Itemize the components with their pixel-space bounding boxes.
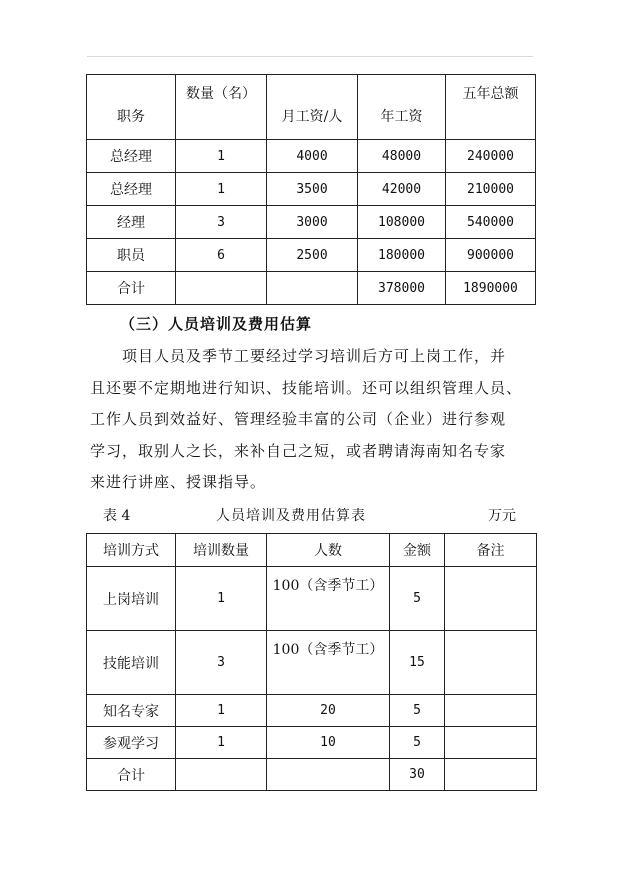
table-cell: 知名专家 [87, 695, 176, 727]
paragraph-line: 项目人员及季节工要经过学习培训后方可上岗工作，并 [122, 347, 507, 365]
header-cell: 金额 [390, 534, 445, 567]
table-cell: 6 [176, 239, 267, 272]
header-cell: 培训方式 [87, 534, 176, 567]
header-cell: 人数 [267, 534, 390, 567]
table-cell [445, 727, 537, 759]
table-cell [445, 631, 537, 695]
table-caption-title: 人员培训及费用估算表 [216, 508, 366, 524]
paragraph-line: 来进行讲座、授课指导。 [90, 473, 267, 491]
table-row [87, 239, 536, 272]
section-title: （三）人员培训及费用估算 [120, 315, 313, 333]
table-cell: 4000 [267, 140, 358, 173]
header-cell: 数量（名） [176, 75, 267, 140]
table-cell: 3 [176, 631, 267, 695]
table-header-row [87, 75, 536, 140]
table-cell: 参观学习 [87, 727, 176, 759]
table-cell: 1 [176, 173, 267, 206]
table-cell: 5 [390, 727, 445, 759]
table-cell: 合计 [87, 759, 176, 791]
table-cell: 1 [176, 140, 267, 173]
table-caption-number: 表 4 [103, 508, 131, 524]
table-cell: 5 [390, 567, 445, 631]
table-cell: 108000 [358, 206, 446, 239]
table-row [87, 695, 537, 727]
table-row [87, 727, 537, 759]
table-cell [445, 567, 537, 631]
table-cell: 2500 [267, 239, 358, 272]
table-cell [176, 759, 267, 791]
body-paragraph [90, 341, 535, 499]
table-cell: 10 [267, 727, 390, 759]
header-cell: 五年总额 [446, 75, 536, 140]
header-cell: 职务 [87, 75, 176, 140]
table-cell: 总经理 [87, 140, 176, 173]
table-cell [267, 272, 358, 305]
paragraph-line: 工作人员到效益好、管理经验丰富的公司（企业）进行参观 [90, 410, 507, 428]
table-row [87, 631, 537, 695]
table-cell: 3 [176, 206, 267, 239]
table-cell: 1 [176, 695, 267, 727]
salary-table [86, 74, 536, 305]
table-row [87, 206, 536, 239]
paragraph-line: 且还要不定期地进行知识、技能培训。还可以组织管理人员、 [90, 378, 523, 397]
table-cell: 职员 [87, 239, 176, 272]
table-cell [176, 272, 267, 305]
table-cell: 总经理 [87, 173, 176, 206]
table-cell: 1 [176, 567, 267, 631]
table-cell: 技能培训 [87, 631, 176, 695]
header-cell: 培训数量 [176, 534, 267, 567]
table-cell: 100（含季节工） [267, 631, 390, 695]
table-cell [445, 759, 537, 791]
table-cell: 15 [390, 631, 445, 695]
table-row [87, 567, 537, 631]
table-cell: 3500 [267, 173, 358, 206]
table-cell: 1890000 [446, 272, 536, 305]
table-caption-unit: 万元 [488, 508, 516, 524]
header-cell: 年工资 [358, 75, 446, 140]
table-cell: 20 [267, 695, 390, 727]
table-cell: 540000 [446, 206, 536, 239]
table-cell: 30 [390, 759, 445, 791]
table-row [87, 140, 536, 173]
table-cell [445, 695, 537, 727]
table-total-row [87, 272, 536, 305]
table-cell: 210000 [446, 173, 536, 206]
table-total-row [87, 759, 537, 791]
table-cell: 378000 [358, 272, 446, 305]
table-cell: 1 [176, 727, 267, 759]
table-row [87, 173, 536, 206]
page-header-rule [87, 56, 533, 57]
table-cell: 180000 [358, 239, 446, 272]
paragraph-line: 学习，取别人之长，来补自己之短，或者聘请海南知名专家 [90, 441, 507, 460]
table-cell: 240000 [446, 140, 536, 173]
header-cell: 备注 [445, 534, 537, 567]
table-cell: 100（含季节工） [267, 567, 390, 631]
table-cell: 3000 [267, 206, 358, 239]
table-cell: 5 [390, 695, 445, 727]
header-cell: 月工资/人 [267, 75, 358, 140]
table-cell: 48000 [358, 140, 446, 173]
training-table [86, 533, 537, 791]
table-cell [267, 759, 390, 791]
table-cell: 经理 [87, 206, 176, 239]
table-header-row [87, 534, 537, 567]
table-cell: 42000 [358, 173, 446, 206]
table-cell: 合计 [87, 272, 176, 305]
table-cell: 900000 [446, 239, 536, 272]
table-cell: 上岗培训 [87, 567, 176, 631]
